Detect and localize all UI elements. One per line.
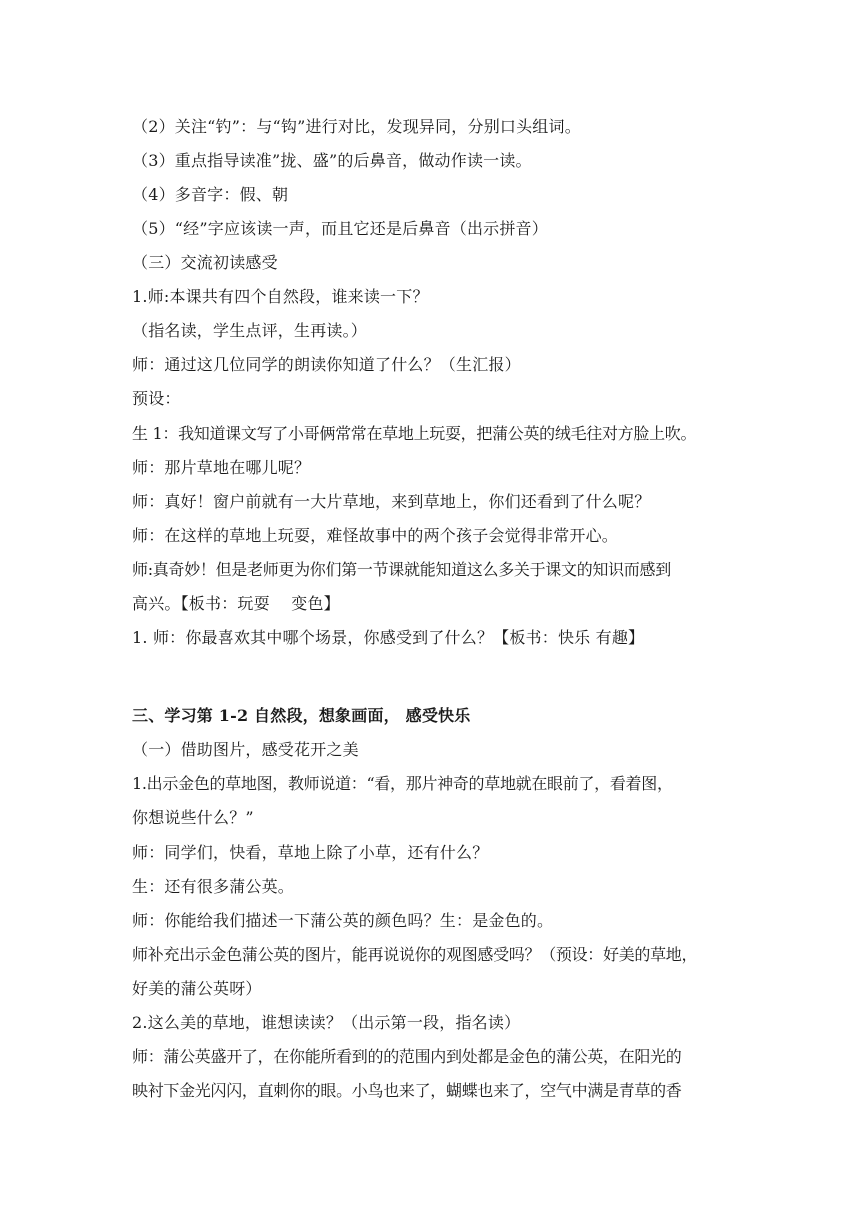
text-line: 高兴。【板书：玩耍 变色】 [132,594,340,613]
section-subheading: （三）交流初读感受 [132,253,278,272]
text-line: （2）关注“钓”：与“钩”进行对比，发现异同，分别口头组词。 [132,117,581,136]
text-line: 1. 师：你最喜欢其中哪个场景，你感受到了什么？【板书：快乐 有趣】 [132,628,645,647]
section-subheading: （一）借助图片，感受花开之美 [132,740,359,759]
text-line: 师：同学们，快看，草地上除了小草，还有什么？ [132,843,489,862]
text-line: 师：那片草地在哪儿呢？ [132,458,311,477]
text-line: 映衬下金光闪闪，直刺你的眼。小鸟也来了，蝴蝶也来了，空气中满是青草的香 [132,1081,682,1100]
text-line: 好美的蒲公英呀） [132,979,262,998]
text-line: （4）多音字：假、朝 [132,185,289,204]
text-line: 师:真奇妙！但是老师更为你们第一节课就能知道这么多关于课文的知识而感到 [132,560,671,579]
text-line: 师：蒲公英盛开了，在你能所看到的的范围内到处都是金色的蒲公英，在阳光的 [132,1047,682,1066]
text-line: 师：你能给我们描述一下蒲公英的颜色吗？生：是金色的。 [132,911,554,930]
text-line: （3）重点指导读准”拢、盛”的后鼻音，做动作读一读。 [132,151,532,170]
text-line: 1.师:本课共有四个自然段，谁来读一下？ [132,287,429,306]
text-line: 生：还有很多蒲公英。 [132,877,295,896]
section-heading: 三、学习第 1-2 自然段，想象画面， 感受快乐 [132,706,471,725]
text-line: 师：真好！窗户前就有一大片草地，来到草地上，你们还看到了什么呢？ [132,492,651,511]
text-line: 你想说些什么？” [132,808,254,827]
text-line: 师：在这样的草地上玩耍，难怪故事中的两个孩子会觉得非常开心。 [132,526,619,545]
text-line: 1.出示金色的草地图，教师说道：“看，那片神奇的草地就在眼前了，看着图， [132,774,673,793]
text-line: 生 1：我知道课文写了小哥俩常常在草地上玩耍，把蒲公英的绒毛往对方脸上吹。 [132,424,697,443]
text-line: 师：通过这几位同学的朗读你知道了什么？（生汇报） [132,355,521,374]
text-line: 师补充出示金色蒲公英的图片，能再说说你的观图感受吗？（预设：好美的草地， [132,945,698,964]
text-line: （5）“经”字应该读一声，而且它还是后鼻音（出示拼音） [132,219,548,238]
text-line: 预设： [132,389,181,408]
text-line: 2.这么美的草地，谁想读读？（出示第一段，指名读） [132,1013,521,1032]
text-line: （指名读，学生点评，生再读。） [132,321,368,340]
